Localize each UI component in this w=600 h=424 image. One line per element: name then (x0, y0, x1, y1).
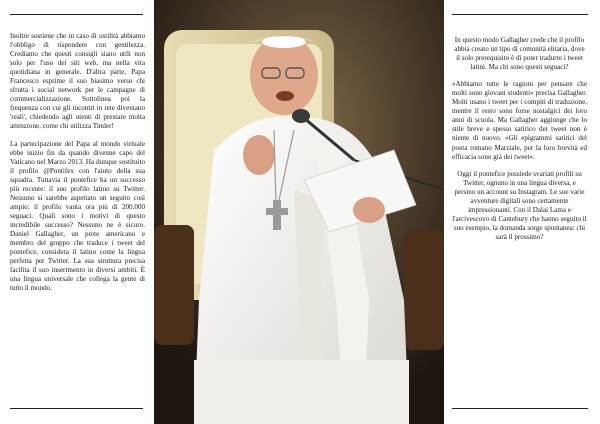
bottom-rule-right (452, 408, 588, 409)
left-paragraph-1: Inoltre sostiene che in caso di ostilità abbiamo l'obbligo di rispondere con gentilezza. Crediamo che questi consigli siano utili non solo per l'uso dei siti web, ma nella vita quotidiana in generale. D'altra parte, Papa Francesco esprime il suo biasimo verso chi sfrutta i social network per le campagne di commercializzazione. Sottolinea poi la frequenza con cui gli incontri in rete diventano 'reali', chiedendo agli utenti di prestare molta attenzione, come chi utilizza Tinder! (10, 32, 145, 131)
top-rule-left (10, 14, 143, 15)
right-text-column (452, 36, 587, 250)
photo-pope-speaking (154, 0, 444, 424)
photo-illustration (154, 0, 444, 424)
microphone (292, 109, 310, 123)
top-rule-right (452, 14, 588, 15)
bottom-rule-left (10, 408, 143, 409)
left-paragraph-2: La partecipazione del Papa al mondo virtuale ebbe inizio fin da quando divenne capo del Vaticano nel Marzo 2013. Ha dunque sostituito il profilo @Pontifex con l'aiuto della sua squadra. Tuttavia il pontefice ha un successo più recente: il suo profilo latino su Twitter. Nessuno si sarebbe aspettato un seguito così ampio: il profilo vanta ora più di 200.000 seguaci. Quali sono i motivi di questo incredibile successo? Nessuno ne è sicuro. Daniel Gallagher, un prete americano e membro del gruppo che traduce i tweet del pontefice, considera il latino come la lingua perfetta per Twitter. La sua struttura precisa facilita il suo inserimento in diversi ambiti. È una lingua universale che collega la gente di tutto il mondo. (10, 139, 145, 293)
right-paragraph-2: «Abbiamo tutte le ragioni per pensare che molti sono giovani studenti» precisa Gallagher. Molti usano i tweet per i compiti di traduzione, mentre il resto sono forse nostalgici dei loro anni di scuola. Ma Gallagher aggiunge che lo stile breve e spesso satirico dei tweet non è niente di nuovo. «Gli epigrammi satirici del poeta romano Marziale, per la loro brevità ed efficacia sono già dei tweet». (452, 80, 587, 161)
right-paragraph-3: Oggi il pontefice possiede svariati profili su Twitter, ognuno in una lingua diversa, e persino un account su Instagram. Le sue varie avventure digitali sono certamente impressionanti. Con il Dalai Lama e l'arcivescovo di Cantebury che hanno seguito il suo esempio, la domanda sorge spontanea: chi sarà il prossimo? (452, 169, 587, 241)
right-paragraph-1: In questo modo Gallagher crede che il profilo abbia creato un tipo di comunità elitaria, dove il solo prerequisito è di poter tradurre i tweet latini. Ma chi sono questi seguaci? (454, 36, 585, 72)
left-text-column (10, 32, 145, 301)
